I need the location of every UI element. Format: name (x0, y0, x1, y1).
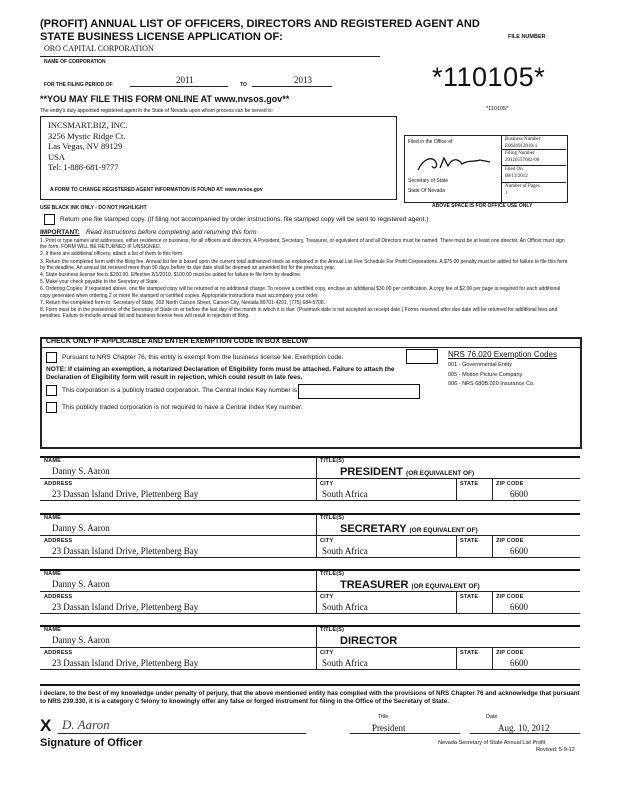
online-notice: **YOU MAY FILE THIS FORM ONLINE AT www.nvsos.gov** (40, 94, 290, 104)
officer-block (0, 625, 624, 689)
officer-city: South Africa (322, 602, 368, 612)
form-title-line1: (PROFIT) ANNUAL LIST OF OFFICERS, DIRECTORS AND REGISTERED AGENT AND (40, 18, 480, 30)
exemption-code: 001 - Governmental Entity (448, 362, 512, 368)
officer-title-text: PRESIDENT (340, 466, 403, 478)
name-label: NAME (44, 458, 61, 464)
not-required-text: This publicly traded corporation is not required to have a Central Index Key number. (62, 404, 303, 411)
cik-number-input[interactable] (298, 384, 420, 399)
officer-title-suffix: (OR EQUIVALENT OF) (411, 583, 480, 590)
officer-name: Danny S. Aaron (52, 579, 110, 589)
officer-city: South Africa (322, 658, 368, 668)
title-label: TITLE(S) (320, 458, 345, 464)
officer-title (340, 579, 480, 591)
signature-date[interactable]: Aug. 10, 2012 (498, 723, 550, 733)
officer-block (0, 569, 624, 633)
officer-name: Danny S. Aaron (52, 466, 110, 476)
period-to: 2013 (294, 75, 312, 85)
filing-number: Filing Number 20120557682-08 (505, 151, 540, 163)
officer-zip: 6600 (510, 546, 528, 556)
exemption-note: NOTE: If claiming an exemption, a notarized Declaration of Eligibility form must be attached. Failure to attach the Declaration of Eligibility form will result in rejection, which could result in late fees. (46, 366, 395, 381)
zip-label: ZIP CODE (496, 481, 524, 487)
instruction-list (40, 238, 570, 319)
instruction-item: 2. If there are additional officers, attach a list of them to this form. (40, 251, 184, 258)
officer-signature[interactable]: D. Aaron (62, 717, 110, 732)
instruction-item: 1. Print or type names and addresses, either residence or business, for all officers and directors. A President, Secretary, Treasurer, or equivalent of and all Directors must be named. There must be at least one director. An Officer must sign the form. FORM WILL BE RETURNED IF UNSIGNED. (40, 238, 565, 251)
exemption-codes-list (448, 361, 535, 390)
exemption-code: 006 - NRS 680B.020 Insurance Co. (448, 381, 535, 387)
exemption-code-input[interactable] (406, 349, 438, 364)
title-label: TITLE(S) (320, 515, 345, 521)
filed-on: Filed On 08/13/2012 (505, 167, 528, 179)
period-from: 2011 (176, 75, 194, 85)
officer-address: 23 Dassan Island Drive, Plettenberg Bay (52, 489, 199, 499)
officer-address: 23 Dassan Island Drive, Plettenberg Bay (52, 602, 199, 612)
zip-label: ZIP CODE (496, 650, 524, 656)
officer-name: Danny S. Aaron (52, 523, 110, 533)
officer-address: 23 Dassan Island Drive, Plettenberg Bay (52, 658, 199, 668)
filing-period-label: FOR THE FILING PERIOD OF (44, 82, 113, 88)
period-to-label: TO (240, 82, 247, 88)
agent-change-note: A FORM TO CHANGE REGISTERED AGENT INFORMATION IS FOUND AT: www.nvsos.gov (50, 187, 263, 193)
return-copy-text: Return one file stamped copy. (If filing not accompanied by order instructions, file stamped copy will be sent to registered agent.) (60, 216, 429, 223)
officer-title (340, 523, 478, 535)
signature-label: Signature of Officer (40, 737, 143, 749)
signer-title[interactable]: President (372, 723, 406, 733)
officer-zip: 6600 (510, 602, 528, 612)
barcode-number-small: *110105* (486, 106, 509, 112)
signature-x-mark: X (40, 716, 52, 735)
officer-title-suffix: (OR EQUIVALENT OF) (406, 470, 475, 477)
secretary-of-state: Secretary of State (408, 178, 449, 184)
zip-label: ZIP CODE (496, 594, 524, 600)
corporation-name-label: NAME OF CORPORATION (44, 59, 106, 65)
state-label: STATE (460, 650, 479, 656)
file-number-label: FILE NUMBER (508, 34, 546, 40)
title-field-label: Title (378, 714, 389, 720)
officer-title (340, 466, 474, 478)
officer-city: South Africa (322, 489, 368, 499)
secretary-signature-icon (414, 152, 494, 174)
address-label: ADDRESS (44, 538, 73, 544)
public-corp-checkbox[interactable] (46, 385, 57, 396)
officer-title-suffix: (OR EQUIVALENT OF) (409, 527, 478, 534)
exemption-heading: CHECK ONLY IF APPLICABLE AND ENTER EXEMPTION CODE IN BOX BELOW (46, 338, 309, 345)
state-of-nevada: State Of Nevada (408, 188, 445, 194)
business-number: Business Number E0626912010-1 (505, 137, 541, 149)
officer-address: 23 Dassan Island Drive, Plettenberg Bay (52, 546, 199, 556)
form-title-line2: STATE BUSINESS LICENSE APPLICATION OF: (40, 31, 283, 43)
name-label: NAME (44, 571, 61, 577)
zip-label: ZIP CODE (496, 538, 524, 544)
instruction-item: 3. Return the completed form with the filing fee. Annual list fee is based upon the current total authorized stock as explained in the Annual List Fee Schedule For Profit Corporations. A $75.00 penalty must be added for failure to file this form by the deadline. An annual list received more than 90 days before its due date shall be deemed an amended list for the previous year. (40, 258, 568, 271)
date-field-label: Date (486, 714, 498, 720)
footer-form-name: Nevada Secretary of State Annual List Profit (438, 740, 546, 746)
state-label: STATE (460, 481, 479, 487)
declaration-text: I declare, to the best of my knowledge under penalty of perjury, that the above mentioned entity has complied with the provisions of NRS Chapter 76 and acknowledge that pursuant to NRS 239.330, it is a category C felony to knowingly offer any false or forged instrument for filing in the Office of the Secretary of State. (40, 690, 580, 705)
officer-title-text: SECRETARY (340, 523, 407, 535)
city-label: CITY (320, 594, 334, 600)
number-of-pages: Number of Pages 1 (505, 184, 540, 196)
officer-title-text: TREASURER (340, 579, 409, 591)
title-label: TITLE(S) (320, 627, 345, 633)
instruction-item: 7. Return the completed form to: Secretary of State, 202 North Carson Street, Carson City, Nevada 89701-4201, (775) 684-5708. (40, 299, 326, 306)
name-label: NAME (44, 627, 61, 633)
barcode-number: *110105* (432, 62, 546, 92)
address-label: ADDRESS (44, 594, 73, 600)
exemption-checkbox[interactable] (46, 352, 57, 363)
officer-zip: 6600 (510, 489, 528, 499)
instruction-item: 8. Form must be in the possession of the Secretary of State on or before the last day of the month in which it is due. (Postmark date is not accepted as receipt date.) Forms received after due date will be returned for additional fees and penalties. Failure to include annual list and business license fees will result in rejection of filing. (40, 307, 558, 320)
instruction-item: 5. Make your check payable to the Secretary of State. (40, 279, 159, 286)
not-required-checkbox[interactable] (46, 402, 57, 413)
officer-block (0, 456, 624, 520)
officer-zip: 6600 (510, 658, 528, 668)
exemption-codes-title: NRS 76.020 Exemption Codes (448, 350, 557, 359)
agent-note: The entity's duly appointed registered agent in the State of Nevada upon whom process can be served is: (40, 108, 274, 114)
officer-title-text: DIRECTOR (340, 635, 398, 647)
public-corp-text: This corporation is a publicly traded corporation. The Central Index Key number is: (62, 387, 299, 394)
address-label: ADDRESS (44, 481, 73, 487)
state-label: STATE (460, 594, 479, 600)
state-label: STATE (460, 538, 479, 544)
title-label: TITLE(S) (320, 571, 345, 577)
important-label: IMPORTANT: (40, 229, 80, 236)
officer-block (0, 513, 624, 577)
officer-title (340, 635, 397, 647)
exemption-code: 005 - Motion Picture Company (448, 371, 523, 378)
officer-name: Danny S. Aaron (52, 635, 110, 645)
filed-in-office: Filed in the Office of (408, 139, 453, 145)
black-ink-notice: USE BLACK INK ONLY - DO NOT HIGHLIGHT (40, 205, 147, 211)
important-text: Read instructions before completing and returning this form. (86, 229, 259, 236)
instruction-item: 4. State business license fee is $200.00. Effective 2/1/2010, $100.00 must be added for failure to file form by deadline. (40, 272, 302, 279)
corporation-name: ORO CAPITAL CORPORATION (44, 44, 154, 53)
exemption-pursuant: Pursuant to NRS Chapter 76, this entity is exempt from the business license fee. Exemption code: (62, 354, 344, 361)
return-copy-checkbox[interactable] (44, 214, 55, 225)
name-label: NAME (44, 515, 61, 521)
footer-revised: Revised: 5-9-12 (536, 747, 575, 753)
instruction-item: 6. Ordering Copies: If requested above, one file stamped copy will be returned at no additional charge. To receive a certified copy, enclose an additional $30.00 per certification. A copy fee of $2.00 per page is required for each additional copy generated when ordering 2 or more file stamped or certified copies. Appropriate instructions must accompany your order. (40, 286, 561, 299)
city-label: CITY (320, 650, 334, 656)
city-label: CITY (320, 481, 334, 487)
address-label: ADDRESS (44, 650, 73, 656)
officer-city: South Africa (322, 546, 368, 556)
city-label: CITY (320, 538, 334, 544)
office-use-only: ABOVE SPACE IS FOR OFFICE USE ONLY (432, 203, 533, 209)
agent-address: INCSMART.BIZ, INC. 3256 Mystic Ridge Ct. Las Vegas, NV 89129 USA Tel: 1-888-681-9777 (48, 120, 128, 172)
